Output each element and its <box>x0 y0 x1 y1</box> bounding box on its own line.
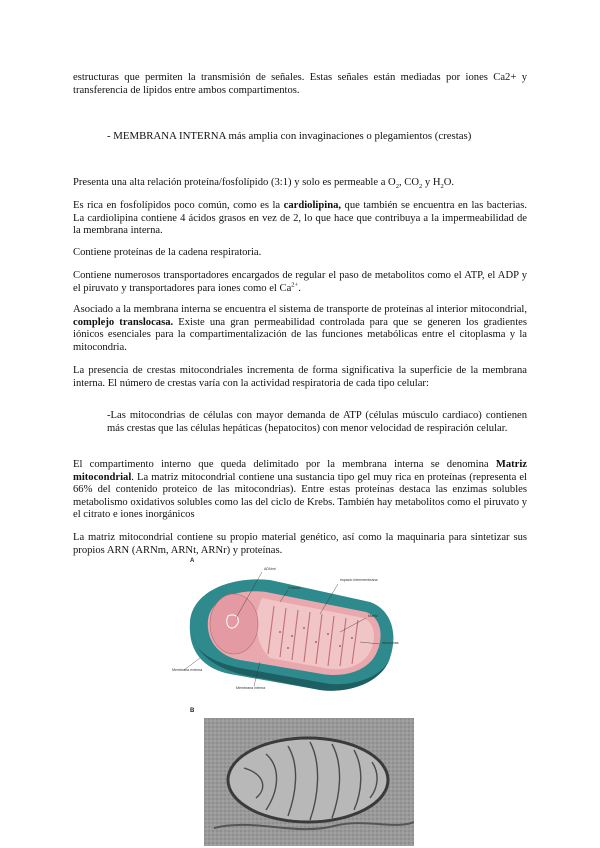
text-segment: . <box>298 282 301 294</box>
paragraph-cristae: La presencia de crestas mitocondriales incrementa de forma significativa la superficie de la membrana interna. El número de crestas varía con la actividad respiratoria de cada tipo celular: <box>73 365 527 389</box>
callout-espacio: espacio intermembrana <box>340 578 378 582</box>
callout-membrana-interna: Membrana interna <box>236 686 266 690</box>
section-face <box>210 594 258 654</box>
bold-term-translocasa: complejo translocasa. <box>73 316 174 328</box>
text-segment: Contiene numerosos transportadores encargados de regular el paso de metabolitos como el ATP, el ADP y el piruvato y transportadores para iones como el Ca <box>73 270 527 294</box>
text-segment: O. <box>443 177 455 188</box>
paragraph-cristae-example: -Las mitocondrias de células con mayor demanda de ATP (células músculo cardiaco) contienen más crestas que las células hepáticas (hepatocitos) con menor velocidad de respiración celular. <box>107 410 527 434</box>
subscript: 2 <box>440 183 444 191</box>
paragraph-transporters <box>73 270 527 295</box>
text-segment: , CO <box>398 177 419 188</box>
paragraph-genetic-material: La matriz mitocondrial contiene su propio material genético, así como la maquinaria para sintetizar sus propios ARN (ARNm, ARNt, ARNr) y proteínas. <box>73 532 527 556</box>
micrograph-mitochondrion <box>228 738 388 822</box>
text-segment: Presenta una alta relación proteína/fosfolípido (3:1) y solo es permeable a O <box>73 177 396 188</box>
text-segment: Es rica en fosfolípidos poco común, como es la <box>73 200 284 211</box>
figure-label-a: A <box>190 558 195 564</box>
figure-label-b: B <box>190 708 195 714</box>
paragraph-translocase <box>73 304 527 354</box>
superscript: 2+ <box>291 281 299 289</box>
subscript: 2 <box>395 183 399 191</box>
text-segment: y H <box>422 177 441 188</box>
subscript: 2 <box>418 183 423 191</box>
mitochondrion-figure <box>170 558 410 848</box>
callout-ribosomas: ribosomas <box>382 641 399 645</box>
mitochondrion-diagram <box>170 562 410 712</box>
text-segment: El compartimento interno que queda delimitado por la membrana interna se denomina <box>73 459 496 470</box>
heading-inner-membrane: - MEMBRANA INTERNA más amplia con invaginaciones o plegamientos (crestas) <box>107 130 472 142</box>
paragraph-respiratory-chain: Contiene proteínas de la cadena respiratoria. <box>73 247 262 258</box>
text-segment: Asociado a la membrana interna se encuentra el sistema de transporte de proteínas al interior mitocondrial, <box>73 304 527 315</box>
text-segment: que también se encuentra en las bacterias. La cardiolipina contiene 4 ácidos grasos en vez de 2, lo que hace que contribuya a la impermeabilidad de la membrana interna. <box>73 200 527 237</box>
callout-matriz: Matriz <box>368 614 378 618</box>
callout-adnmt: ADNmt <box>264 567 276 571</box>
bold-term-cardiolipina: cardiolipina, <box>283 200 342 211</box>
text-segment: . La matriz mitocondrial contiene una sustancia tipo gel muy rica en proteínas (representa el 66% del contenido proteico de las mitocondrias). Entre estas proteínas destaca las enzimas solubles metabolismo oxidativos solubles como las del ciclo de Krebs. También hay metabolitos como el piruvato y el citrato e iones inorgánicos <box>73 471 527 521</box>
paragraph-intro: estructuras que permiten la transmisión de señales. Estas señales están mediadas por iones Ca2+ y transferencia de lípidos entre ambos compartimentos. <box>73 72 527 96</box>
paragraph-matrix <box>73 459 527 522</box>
paragraph-protein-ratio <box>73 177 527 190</box>
callout-crestas: Crestas <box>288 586 301 590</box>
paragraph-cardiolipin <box>73 200 527 238</box>
text-segment: Existe una gran permeabilidad controlada para que se generen los gradientes iónicos esenciales para la compartimentalización de las funciones metabólicas entre el citoplasma y la mitocondria. <box>73 316 527 353</box>
bold-term-matriz: Matriz mitocondrial <box>73 459 527 483</box>
callout-membrana-externa: Membrana externa <box>172 668 203 672</box>
electron-micrograph <box>204 718 414 846</box>
